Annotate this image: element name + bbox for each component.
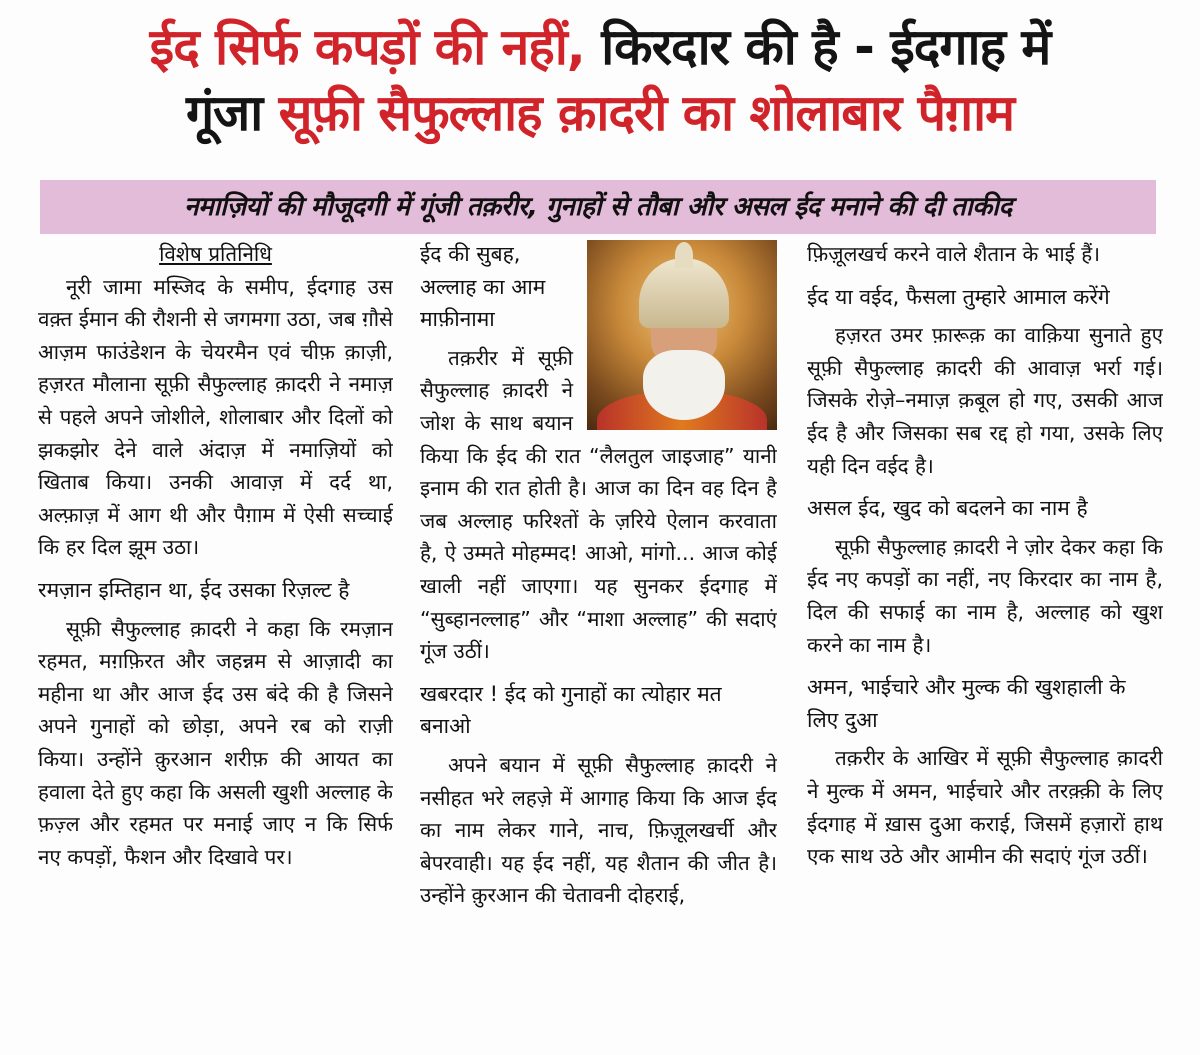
section-heading: असल ईद, खुद को बदलने का नाम है bbox=[807, 496, 1088, 521]
paragraph: नूरी जामा मस्जिद के समीप, ईदगाह उस वक़्त ईमान की रौशनी से जगमगा उठा, जब ग़ौसे आज़म फाउंडेशन के चेयरमैन एवं चीफ़ क़ाज़ी, हज़रत मौलाना सूफ़ी सैफुल्लाह क़ादरी ने नमाज़ से पहले अपने जोशीले, शोलाबार और दिलों को झकझोर देने वाले अंदाज़ में नमाज़ियों को खिताब किया। उनकी आवाज़ में दर्द था, अल्फ़ाज़ में आग थी और पैग़ाम में ऐसी सच्चाई कि हर दिल झूम उठा। bbox=[38, 274, 393, 560]
paragraph: तक़रीर में सूफ़ी सैफुल्लाह क़ादरी ने जोश के साथ बयान किया कि ईद की रात “लैलतुल जाइजाह” यानी इनाम की रात होती है। आज का दिन वह दिन है जब अल्लाह फरिश्तों के ज़रिये ऐलान करवाता है, ऐ उम्मते मोहम्मद! आओ, मांगो... आज कोई खाली नहीं जाएगा। यह सुनकर ईदगाह में “सुब्हानल्लाह” और “माशा अल्लाह” की सदाएं गूंज उठीं। bbox=[420, 345, 777, 664]
paragraph: सूफ़ी सैफुल्लाह क़ादरी ने ज़ोर देकर कहा कि ईद नए कपड़ों का नहीं, नए किरदार का नाम है, दिल की सफाई का नाम है, अल्लाह को खुश करने का नाम है। bbox=[807, 534, 1163, 657]
cap-shape bbox=[639, 258, 729, 328]
section-heading: ईद की सुबह, अल्लाह का आम माफ़ीनामा bbox=[420, 242, 546, 332]
paragraph: हज़रत उमर फ़ारूक़ का वाक़िया सुनाते हुए सूफ़ी सैफुल्लाह क़ादरी की आवाज़ भर्रा गई। जिसके रोज़े–नमाज़ क़बूल हो गए, उसकी आज ईद है और जिसका सब रद्द हो गया, उसके लिए यही दिन वईद है। bbox=[807, 323, 1163, 478]
headline-black-part-1: किरदार की है - ईदगाह में bbox=[601, 18, 1051, 76]
paragraph: अपने बयान में सूफ़ी सैफुल्लाह क़ादरी ने नसीहत भरे लहज़े में आगाह किया कि आज ईद का नाम लेकर गाने, नाच, फ़िज़ूलखर्ची और बेपरवाही। यह ईद नहीं, यह शैतान की जीत है। उन्होंने क़ुरआन की चेतावनी दोहराई, bbox=[420, 752, 777, 908]
byline: विशेष प्रतिनिधि bbox=[159, 242, 272, 266]
paragraph: फ़िज़ूलखर्च करने वाले शैतान के भाई हैं। bbox=[807, 242, 1101, 266]
article-column-2 bbox=[420, 238, 777, 1038]
headline bbox=[0, 14, 1200, 146]
section-heading: ईद या वईद, फैसला तुम्हारे आमाल करेंगे bbox=[807, 284, 1110, 309]
paragraph: सूफ़ी सैफुल्लाह क़ादरी ने कहा कि रमज़ान रहमत, मग़फ़िरत और जहन्नम से आज़ादी का महीना था और आज ईद उस बंदे की है जिसने अपने गुनाहों को छोड़ा, अपने रब को राज़ी किया। उन्होंने क़ुरआन शरीफ़ की आयत का हवाला देते हुए कहा कि असली खुशी अल्लाह के फ़ज़्ल और रहमत पर मनाई जाए न कि सिर्फ नए कपड़ों, फैशन और दिखावे पर। bbox=[38, 616, 393, 869]
subheadline: नमाज़ियों की मौजूदगी में गूंजी तक़रीर, गुनाहों से तौबा और असल ईद मनाने की दी ताकीद bbox=[40, 180, 1156, 234]
cap-top-shape bbox=[675, 242, 693, 268]
section-heading: रमज़ान इम्तिहान था, ईद उसका रिज़ल्ट है bbox=[38, 577, 350, 602]
headline-red-part-2: सूफ़ी सैफुल्लाह क़ादरी का शोलाबार पैग़ाम bbox=[278, 84, 1015, 142]
headline-line-2 bbox=[0, 80, 1200, 146]
portrait-photo bbox=[587, 240, 777, 430]
headline-red-part-1: ईद सिर्फ कपड़ों की नहीं, bbox=[149, 18, 585, 76]
section-heading: खबरदार ! ईद को गुनाहों का त्योहार मत बनाओ bbox=[420, 681, 722, 739]
article-column-1 bbox=[38, 238, 393, 1038]
headline-line-1 bbox=[0, 14, 1200, 80]
paragraph: तक़रीर के आखिर में सूफ़ी सैफुल्लाह क़ादरी ने मुल्क में अमन, भाईचारे और तरक़्क़ी के लिए ईदगाह में ख़ास दुआ कराई, जिसमें हज़ारों हाथ एक साथ उठे और आमीन की सदाएं गूंज उठीं। bbox=[807, 746, 1163, 869]
article-column-3 bbox=[807, 238, 1163, 1038]
headline-black-part-2: गूंजा bbox=[185, 84, 263, 142]
beard-shape bbox=[643, 350, 725, 420]
section-heading: अमन, भाईचारे और मुल्क की खुशहाली के लिए दुआ bbox=[807, 675, 1126, 732]
